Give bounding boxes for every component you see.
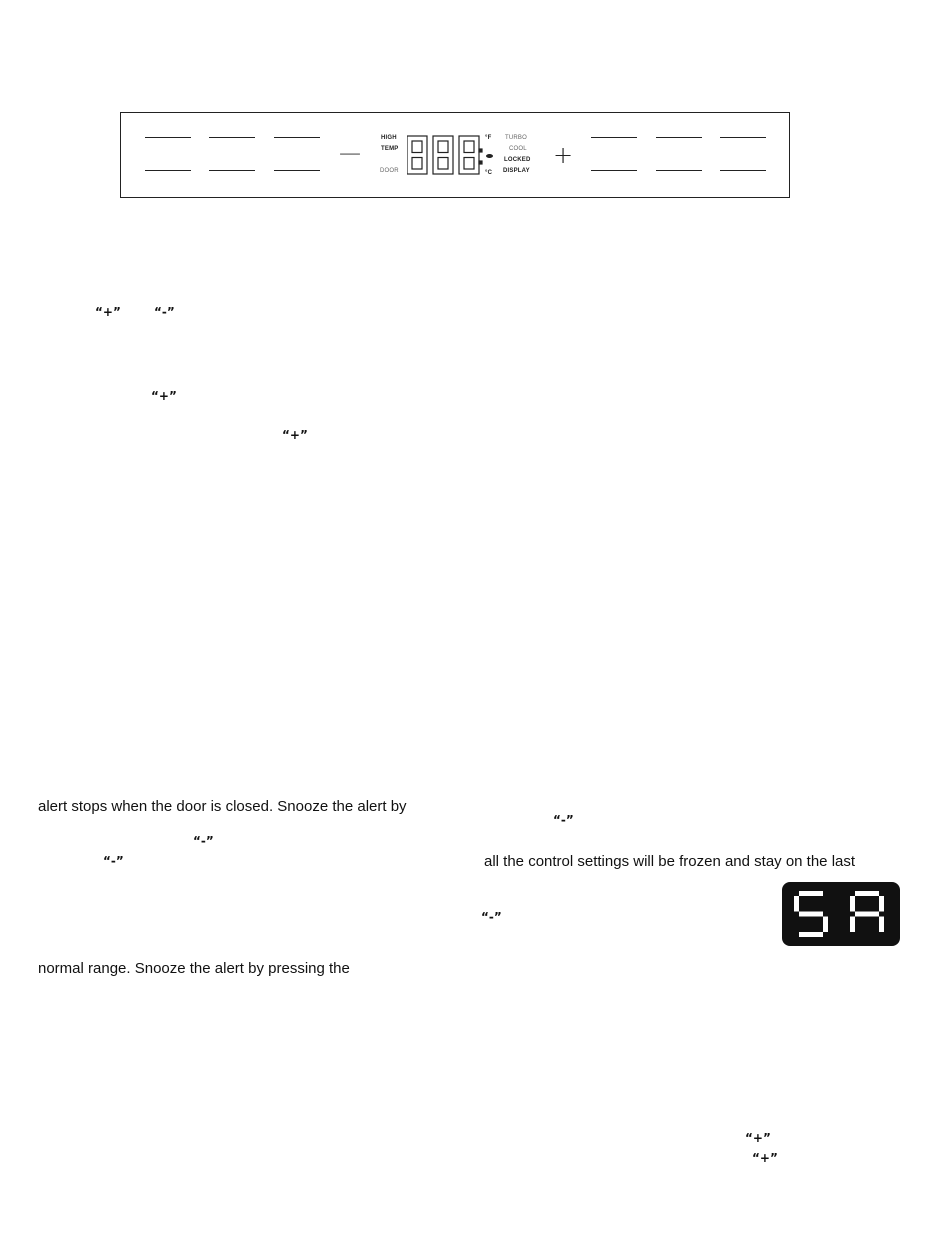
lcd-digit-window xyxy=(438,158,448,170)
indicator-temp: TEMP xyxy=(381,146,399,152)
lcd-display-value xyxy=(121,113,122,114)
minus-quote-3: “-” xyxy=(193,834,214,848)
left-key-3-top xyxy=(274,137,320,138)
indicator-door: DOOR xyxy=(380,168,399,174)
sa-segment-e xyxy=(850,917,855,933)
controls-frozen-text: all the control settings will be frozen and stay on the last xyxy=(484,853,856,870)
sa-segment-c xyxy=(879,917,884,933)
right-key-1-bottom xyxy=(591,170,637,171)
plus-quote-2: “+” xyxy=(151,389,177,403)
right-key-3-top xyxy=(720,137,766,138)
lcd-digit-outline xyxy=(459,136,479,174)
left-key-2-bottom xyxy=(209,170,255,171)
minus-quote-1: “-” xyxy=(154,305,175,319)
plus-quote-1: “+” xyxy=(95,305,121,319)
sa-display-badge xyxy=(782,882,900,946)
sa-display-value xyxy=(900,882,901,883)
left-key-1-bottom xyxy=(145,170,191,171)
sa-segment-g xyxy=(799,912,823,917)
lcd-digit-window xyxy=(464,158,474,170)
plus-key[interactable]: + xyxy=(553,141,574,169)
sa-segment-a xyxy=(799,891,823,896)
indicator-high: HIGH xyxy=(381,135,397,141)
right-key-2-bottom xyxy=(656,170,702,171)
lcd-digit-window xyxy=(412,158,422,170)
indicator-locked: LOCKED xyxy=(504,157,531,163)
eye-icon xyxy=(486,154,493,158)
normal-range-text: normal range. Snooze the alert by pressing the xyxy=(38,960,350,977)
plus-quote-3: “+” xyxy=(282,428,308,442)
sa-segment-f xyxy=(850,896,855,912)
indicator-turbo: TURBO xyxy=(505,135,527,141)
sa-segment-b xyxy=(879,896,884,912)
right-key-3-bottom xyxy=(720,170,766,171)
sa-segment-f xyxy=(794,896,799,912)
lcd-digit-display xyxy=(407,135,483,177)
sa-segment-g xyxy=(855,912,879,917)
minus-quote-4: “-” xyxy=(103,854,124,868)
plus-quote-4: “+” xyxy=(745,1131,771,1145)
lcd-digit-outline xyxy=(407,136,427,174)
left-key-2-top xyxy=(209,137,255,138)
door-alert-text: alert stops when the door is closed. Snooze the alert by xyxy=(38,798,407,815)
sa-segment-display xyxy=(782,882,900,946)
left-key-3-bottom xyxy=(274,170,320,171)
sa-segment-d xyxy=(799,932,823,937)
minus-quote-2: “-” xyxy=(553,813,574,827)
sa-segments xyxy=(794,891,884,937)
lcd-digit-window xyxy=(464,141,474,153)
lcd-colon-dot xyxy=(479,149,482,152)
lcd-digit-outline xyxy=(433,136,453,174)
indicator-cool: COOL xyxy=(509,146,527,152)
lcd-digits xyxy=(407,136,482,174)
indicator-display: DISPLAY xyxy=(503,168,530,174)
minus-key[interactable]: — xyxy=(339,141,361,166)
minus-quote-5: “-” xyxy=(481,910,502,924)
lcd-digit-window xyxy=(438,141,448,153)
right-key-2-top xyxy=(656,137,702,138)
control-panel-diagram xyxy=(120,112,790,198)
sa-segment-c xyxy=(823,917,828,933)
plus-quote-5: “+” xyxy=(752,1151,778,1165)
left-key-1-top xyxy=(145,137,191,138)
unit-celsius: °C xyxy=(485,170,493,176)
lcd-colon-dot xyxy=(479,161,482,164)
right-key-1-top xyxy=(591,137,637,138)
unit-fahrenheit: °F xyxy=(485,135,492,141)
lcd-digit-window xyxy=(412,141,422,153)
sa-segment-a xyxy=(855,891,879,896)
